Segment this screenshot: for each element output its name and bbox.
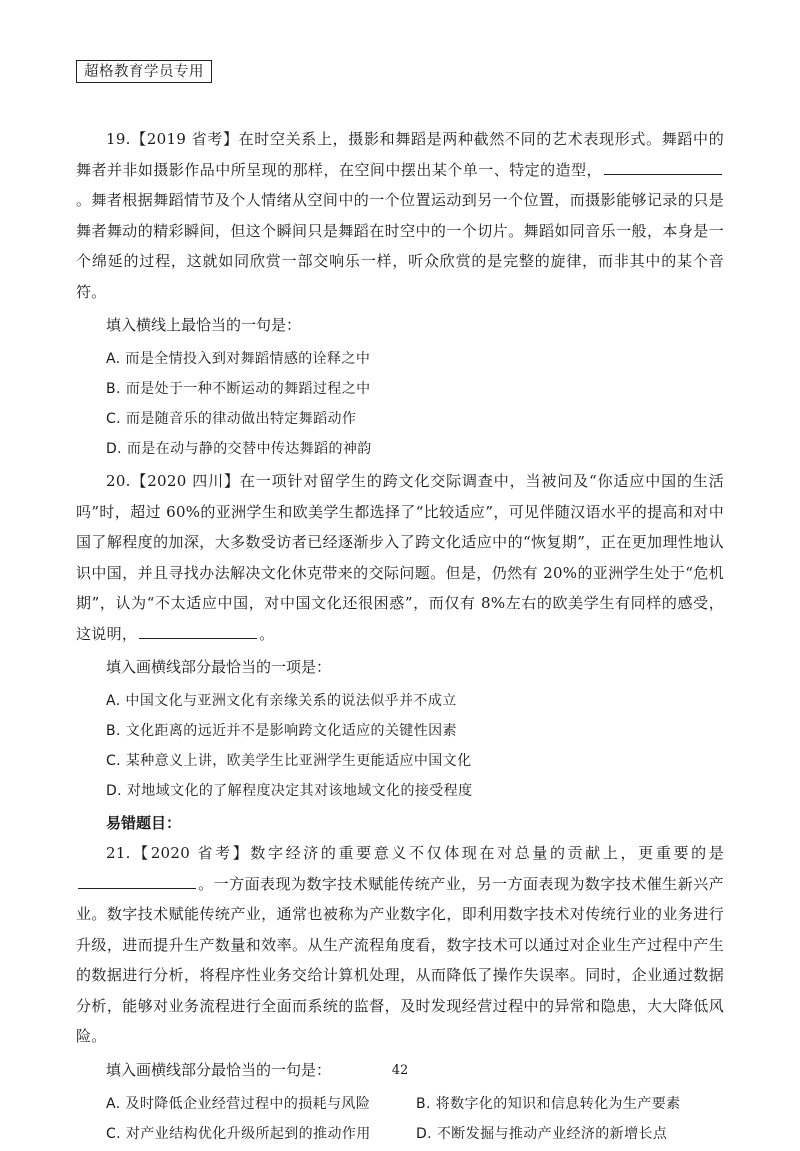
question-19-option-a[interactable]: A. 而是全情投入到对舞蹈情感的诠释之中 xyxy=(106,351,371,367)
page-number: 42 xyxy=(391,1063,409,1078)
question-21-option-c[interactable]: C. 对产业结构优化升级所起到的推动作用 xyxy=(106,1125,371,1142)
question-21-text-after: 。一方面表现为数字技术赋能传统产业，另一方面表现为数字技术催生新兴产业。数字技术赋能传统产业，通常也被称为产业数字化，即利用数字技术对传统行业的业务进行升级，进而提升生产数量和效率。从生产流程角度看，数字技术可以通过对企业生产过程中产生的数据进行分析，将程序性业务交给计算机处理，从而降低了操作失误率。同时，企业通过数据分析，能够对业务流程进行全面而系统的监督，及时发现经营过程中的异常和隐患，大大降低风险。 xyxy=(76,874,724,1045)
question-21-tag: 21.【2020 省考】 xyxy=(106,844,251,862)
question-21-option-a[interactable]: A. 及时降低企业经营过程中的损耗与风险 xyxy=(106,1095,371,1112)
question-21-blank xyxy=(78,874,196,889)
question-19-text-after: 。舞者根据舞蹈情节及个人情绪从空间中的一个位置运动到另一个位置，而摄影能够记录的只是舞者舞动的精彩瞬间，但这个瞬间只是舞蹈在时空中的一个切片。舞蹈如同音乐一般，本身是一个绵延的过程，这就如同欣赏一部交响乐一样，听众欣赏的是完整的旋律，而非其中的某个音符。 xyxy=(76,191,724,301)
error-prone-section-label: 易错题目： xyxy=(106,814,182,832)
question-21-options xyxy=(76,1089,724,1149)
question-20 xyxy=(76,466,724,806)
question-19-option-d[interactable]: D. 而是在动与静的交替中传达舞蹈的神韵 xyxy=(106,441,372,457)
question-19-prompt: 填入横线上最恰当的一句是： xyxy=(106,316,302,334)
student-only-stamp: 超格教育学员专用 xyxy=(76,60,212,83)
question-20-stem xyxy=(76,466,724,649)
question-19-option-b[interactable]: B. 而是处于一种不断运动的舞蹈过程之中 xyxy=(106,381,371,397)
question-20-blank xyxy=(139,624,257,639)
question-19-tag: 19.【2019 省考】 xyxy=(106,130,239,148)
main-content xyxy=(76,124,724,1151)
question-21-option-d[interactable]: D. 不断发掘与推动产业经济的新增长点 xyxy=(416,1125,668,1142)
question-20-prompt: 填入画横线部分最恰当的一项是： xyxy=(106,658,332,676)
question-21-text-before: 数字经济的重要意义不仅体现在对总量的贡献上，更重要的是 xyxy=(250,844,724,862)
question-19 xyxy=(76,124,724,464)
question-19-option-c[interactable]: C. 而是随音乐的律动做出特定舞蹈动作 xyxy=(106,411,357,427)
question-21-option-b[interactable]: B. 将数字化的知识和信息转化为生产要素 xyxy=(416,1095,681,1112)
question-21-stem xyxy=(76,838,724,1052)
question-20-tag: 20.【2020 四川】 xyxy=(106,472,240,490)
question-20-text-after: 。 xyxy=(259,624,275,643)
question-20-option-c[interactable]: C. 某种意义上讲，欧美学生比亚洲学生更能适应中国文化 xyxy=(106,753,472,769)
question-20-option-a[interactable]: A. 中国文化与亚洲文化有亲缘关系的说法似乎并不成立 xyxy=(106,693,457,709)
question-20-text-before: 在一项针对留学生的跨文化交际调查中，当被问及“你适应中国的生活吗”时，超过 60%的亚洲学生和欧美学生都选择了“比较适应”，可见伴随汉语水平的提高和对中国了解程度的加深，大多数受访者已经逐渐步入了跨文化适应中的“恢复期”，正在更加理性地认识中国，并且寻找办法解决文化休克带来的交际问题。但是，仍然有 20%的亚洲学生处于“危机期”，认为“不太适应中国，对中国文化还很困惑”，而仅有 8%左右的欧美学生有同样的感受，这说明， xyxy=(76,472,724,643)
question-19-blank xyxy=(604,160,722,175)
question-21 xyxy=(76,838,724,1149)
question-19-text-before: 在时空关系上，摄影和舞蹈是两种截然不同的艺术表现形式。舞蹈中的舞者并非如摄影作品中所呈现的那样，在空间中摆出某个单一、特定的造型， xyxy=(76,130,724,179)
question-19-stem xyxy=(76,124,724,307)
question-20-option-b[interactable]: B. 文化距离的远近并不是影响跨文化适应的关键性因素 xyxy=(106,723,457,739)
question-20-option-d[interactable]: D. 对地域文化的了解程度决定其对该地域文化的接受程度 xyxy=(106,783,473,799)
question-21-prompt: 填入画横线部分最恰当的一句是： xyxy=(106,1060,332,1079)
